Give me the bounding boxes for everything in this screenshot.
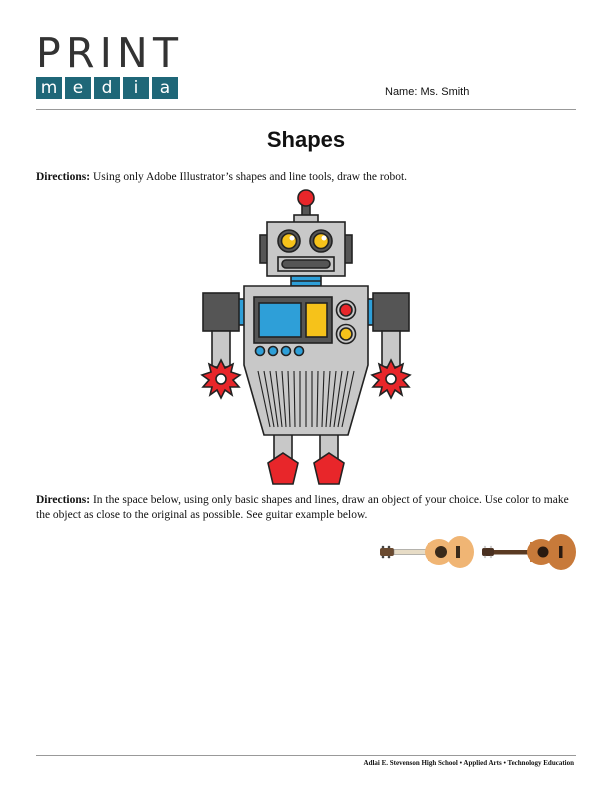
guitar-examples xyxy=(378,530,578,576)
logo-letter: I xyxy=(99,29,112,77)
footer-text: Adlai E. Stevenson High School • Applied Arts • Technology Education xyxy=(363,759,574,767)
logo-media-box: m xyxy=(36,77,62,99)
directions-label: Directions: xyxy=(36,494,91,506)
print-media-logo xyxy=(36,29,178,99)
photo-guitar xyxy=(482,534,576,570)
logo-media-box: a xyxy=(152,77,178,99)
logo-media-box: e xyxy=(65,77,91,99)
directions-text: In the space below, using only basic shapes and lines, draw an object of your choice. Use color to make the object as close to the original as possible. See guitar example below. xyxy=(36,494,569,521)
logo-media-box: i xyxy=(123,77,149,99)
directions-robot xyxy=(36,171,576,183)
name-line: Name: Ms. Smith xyxy=(385,86,470,98)
flat-guitar-drawing xyxy=(380,536,474,568)
logo-letter: N xyxy=(117,29,148,77)
logo-media-box: d xyxy=(94,77,120,99)
directions-text: Using only Adobe Illustrator’s shapes and line tools, draw the robot. xyxy=(90,171,408,183)
logo-print-word xyxy=(36,29,178,77)
logo-media-word xyxy=(36,77,178,99)
directions-object xyxy=(36,493,576,523)
directions-label: Directions: xyxy=(36,171,91,183)
logo-letter: T xyxy=(152,29,178,77)
robot-illustration xyxy=(196,187,416,489)
logo-letter: R xyxy=(65,29,95,77)
logo-letter: P xyxy=(36,29,61,77)
header-divider xyxy=(36,109,576,110)
footer-divider xyxy=(36,755,576,756)
page-title: Shapes xyxy=(266,127,346,152)
